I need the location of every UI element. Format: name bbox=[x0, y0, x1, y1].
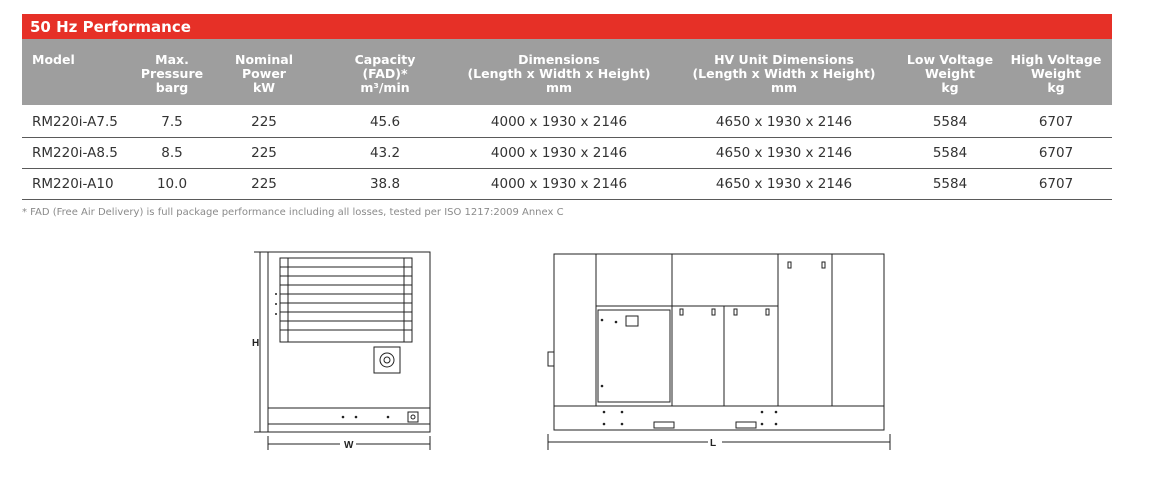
header-line: kW bbox=[252, 80, 276, 95]
header-line: Capacity bbox=[354, 52, 416, 67]
header-hv-weight bbox=[1004, 53, 1108, 95]
width-label: W bbox=[344, 440, 354, 451]
cell-model: RM220i-A8.5 bbox=[32, 145, 118, 161]
length-label: L bbox=[710, 438, 717, 449]
header-line: m³/min bbox=[360, 80, 410, 95]
cell-lv-weight: 5584 bbox=[932, 176, 968, 192]
header-line: Max. bbox=[155, 52, 189, 67]
cell-model: RM220i-A10 bbox=[32, 176, 114, 192]
header-line: (FAD)* bbox=[362, 66, 408, 81]
header-line: kg bbox=[1047, 80, 1065, 95]
header-line: High Voltage bbox=[1010, 52, 1102, 67]
header-line: Model bbox=[32, 52, 75, 67]
cell-dimensions: 4000 x 1930 x 2146 bbox=[490, 176, 628, 192]
front-view-drawing bbox=[248, 244, 438, 459]
table-title-bar bbox=[22, 14, 1112, 39]
cell-hv-dimensions: 4650 x 1930 x 2146 bbox=[715, 145, 853, 161]
header-model bbox=[32, 53, 75, 67]
cell-model: RM220i-A7.5 bbox=[32, 114, 118, 130]
cell-lv-weight: 5584 bbox=[932, 145, 968, 161]
cell-hv-weight: 6707 bbox=[1038, 114, 1074, 130]
cell-power: 225 bbox=[251, 176, 277, 192]
cell-power: 225 bbox=[251, 145, 277, 161]
header-line: Dimensions bbox=[518, 52, 600, 67]
header-line: Power bbox=[242, 66, 286, 81]
table-row bbox=[22, 106, 1112, 138]
table-title: 50 Hz Performance bbox=[30, 18, 191, 36]
cell-hv-dimensions: 4650 x 1930 x 2146 bbox=[715, 114, 853, 130]
header-line: Weight bbox=[925, 66, 975, 81]
table-header-row bbox=[22, 39, 1112, 105]
header-pressure bbox=[132, 53, 212, 95]
cell-capacity: 45.6 bbox=[369, 114, 401, 130]
table-row bbox=[22, 168, 1112, 200]
height-label: H bbox=[252, 338, 260, 349]
header-line: Nominal bbox=[235, 52, 293, 67]
table-row bbox=[22, 137, 1112, 169]
header-capacity bbox=[340, 53, 430, 95]
header-line: mm bbox=[545, 80, 573, 95]
footnote: * FAD (Free Air Delivery) is full package performance including all losses, tested per ISO 1217:2009 Annex C bbox=[22, 207, 564, 218]
header-line: Low Voltage bbox=[906, 52, 994, 67]
header-line: Weight bbox=[1031, 66, 1081, 81]
header-line: (Length x Width x Height) bbox=[467, 66, 651, 81]
header-lv-weight bbox=[900, 53, 1000, 95]
header-power bbox=[224, 53, 304, 95]
header-line: barg bbox=[155, 80, 189, 95]
cell-power: 225 bbox=[251, 114, 277, 130]
cell-hv-weight: 6707 bbox=[1038, 176, 1074, 192]
cell-lv-weight: 5584 bbox=[932, 114, 968, 130]
cell-capacity: 43.2 bbox=[369, 145, 401, 161]
cell-pressure: 8.5 bbox=[161, 145, 183, 161]
header-line: Pressure bbox=[140, 66, 204, 81]
cell-dimensions: 4000 x 1930 x 2146 bbox=[490, 145, 628, 161]
cell-capacity: 38.8 bbox=[369, 176, 401, 192]
header-line: mm bbox=[770, 80, 798, 95]
header-line: kg bbox=[941, 80, 959, 95]
cell-dimensions: 4000 x 1930 x 2146 bbox=[490, 114, 628, 130]
cell-pressure: 10.0 bbox=[156, 176, 188, 192]
cell-hv-weight: 6707 bbox=[1038, 145, 1074, 161]
cell-hv-dimensions: 4650 x 1930 x 2146 bbox=[715, 176, 853, 192]
header-line: (Length x Width x Height) bbox=[692, 66, 876, 81]
header-hv-dimensions bbox=[679, 53, 889, 95]
header-line: HV Unit Dimensions bbox=[714, 52, 854, 67]
header-dimensions bbox=[454, 53, 664, 95]
side-view-drawing bbox=[540, 244, 900, 459]
cell-pressure: 7.5 bbox=[161, 114, 183, 130]
